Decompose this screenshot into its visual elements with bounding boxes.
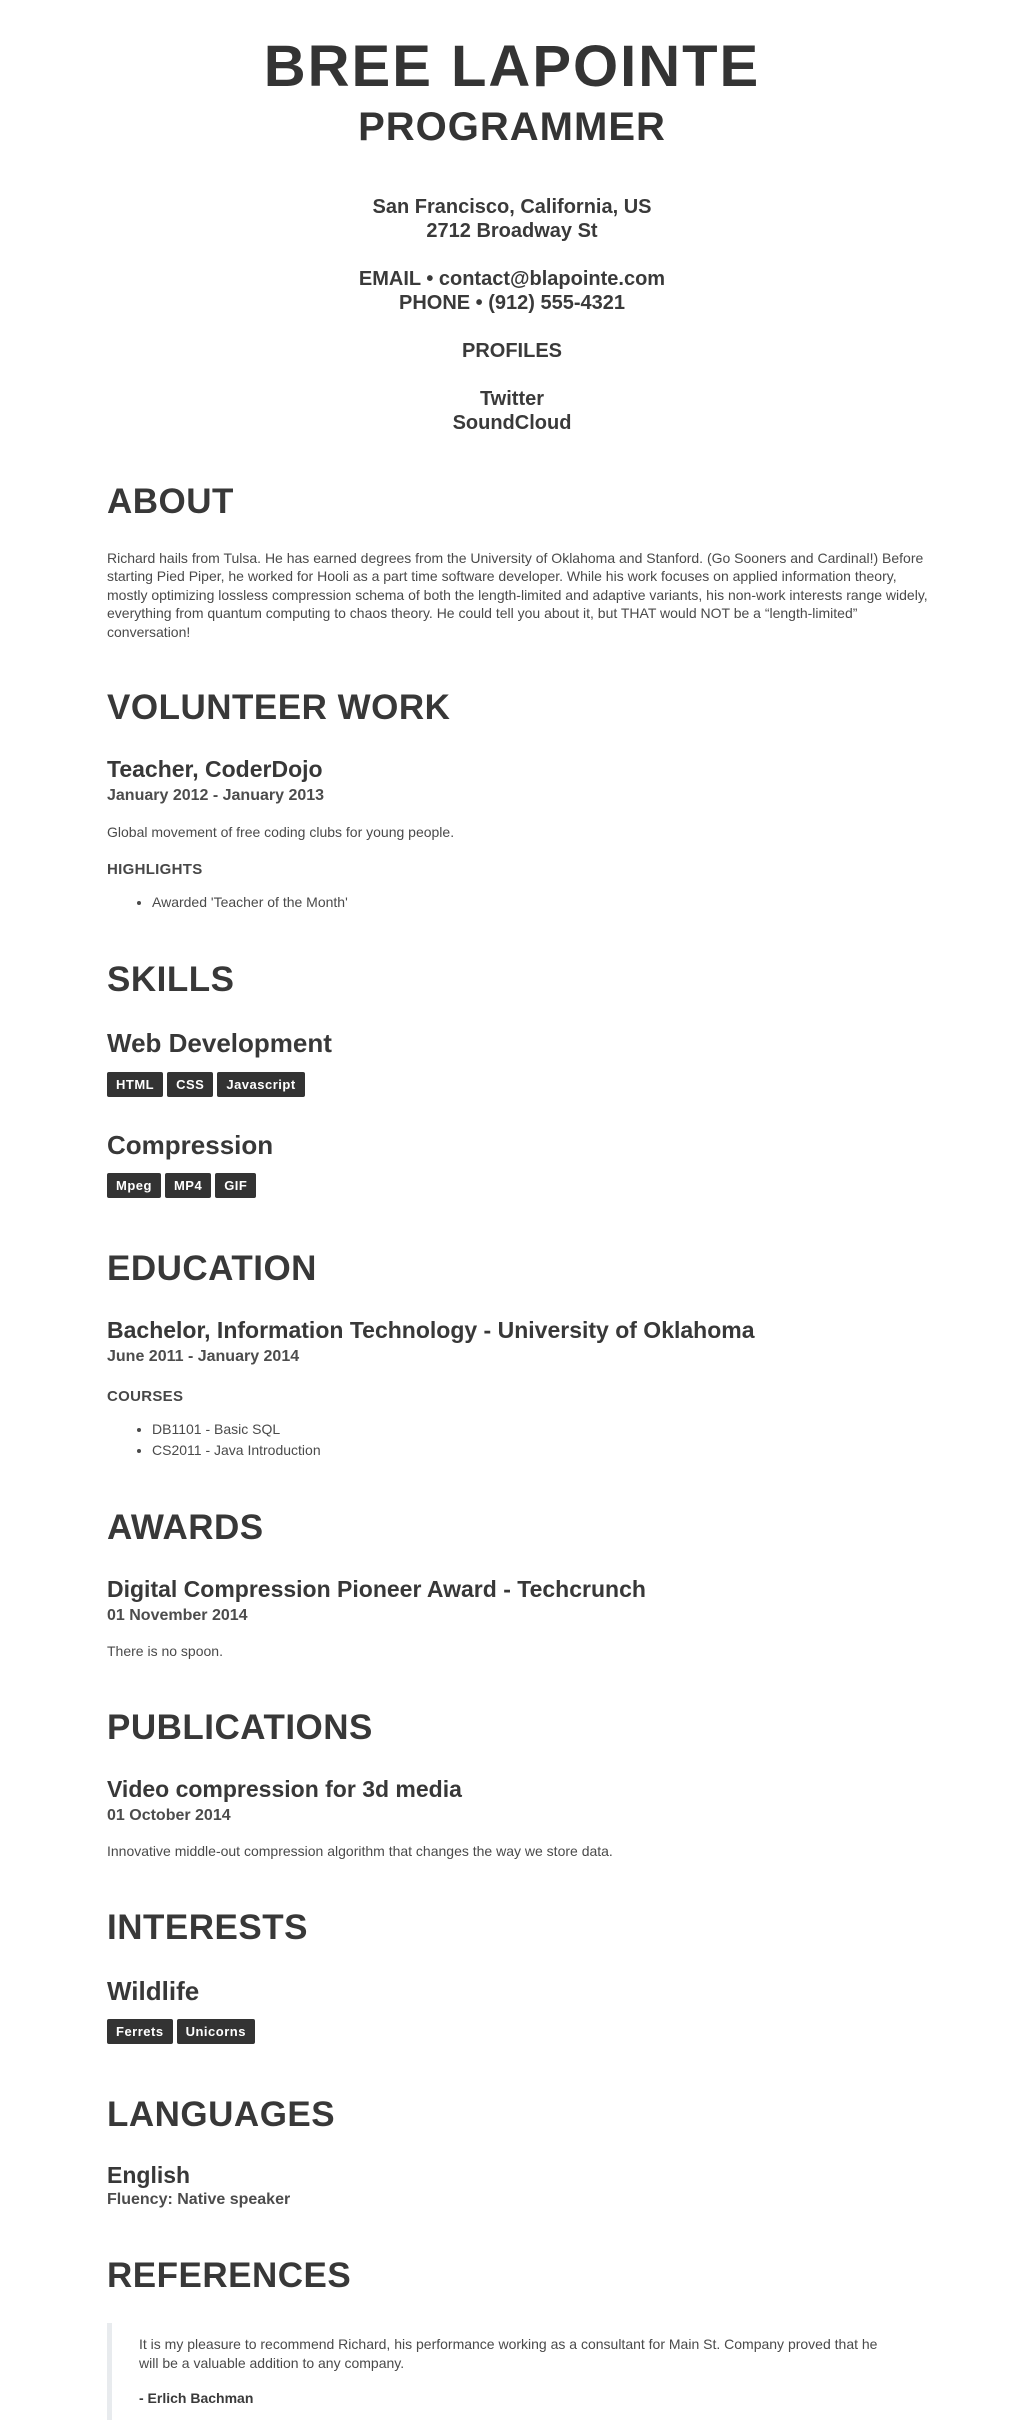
skill-tag-row (107, 1173, 940, 1202)
education-item (107, 1316, 940, 1461)
skill-tag: Mpeg (107, 1173, 161, 1198)
interest-tag: Ferrets (107, 2019, 173, 2044)
award-item-date: 01 November 2014 (107, 1606, 248, 1624)
profiles-label: PROFILES (461, 339, 562, 362)
publication-item-summary: Innovative middle-out compression algorithm that changes the way we store data. (107, 1843, 613, 1860)
language-item (107, 2162, 940, 2209)
skill-group-name: Compression (107, 1129, 274, 1160)
interest-group-name: Wildlife (107, 1975, 200, 2006)
section-interests (107, 1907, 940, 2049)
section-references (107, 2255, 940, 2420)
course-item: • CS2011 - Java Introduction (152, 1440, 940, 1461)
volunteer-item (107, 755, 940, 913)
profiles-group (0, 387, 1024, 435)
interest-tag-row (107, 2019, 940, 2048)
award-item (107, 1575, 940, 1661)
skill-tag: GIF (215, 1173, 256, 1198)
volunteer-item-summary: Global movement of free coding clubs for young people. (107, 823, 455, 840)
volunteer-item-title: Teacher, CoderDojo (107, 756, 323, 783)
courses-list (107, 1419, 940, 1461)
reference-blockquote (107, 2323, 940, 2420)
skill-tag: MP4 (165, 1173, 211, 1198)
skill-tag: HTML (107, 1072, 163, 1097)
section-publications (107, 1707, 940, 1861)
volunteer-heading: VOLUNTEER WORK (107, 688, 451, 728)
resume-body (0, 481, 1024, 2420)
skill-tag: CSS (167, 1072, 213, 1097)
publication-item-date: 01 October 2014 (107, 1806, 231, 1824)
section-languages (107, 2094, 940, 2209)
highlight-item: • Awarded 'Teacher of the Month' (152, 892, 940, 913)
contact-lines-group (0, 267, 1024, 315)
about-text: Richard hails from Tulsa. He has earned degrees from the University of Oklahoma and Stanford. (Go Sooners and Cardinal!) Before starting Pied Piper, he worked for Hooli as a part time software developer. While his work focuses on applied information theory, mostly optimizing lossless compression schema of both the length-limited and adaptive variants, his non-work interests range widely, everything from quantum computing to chaos theory. He could tell you about it, but THAT would NOT be a “length-limited” conversation! (107, 549, 928, 640)
about-heading: ABOUT (107, 481, 234, 521)
course-item: • DB1101 - Basic SQL (152, 1419, 940, 1440)
section-volunteer-work (107, 687, 940, 913)
section-skills (107, 959, 940, 1202)
skill-tag-row (107, 1072, 940, 1101)
address-line-2: 2712 Broadway St (426, 219, 598, 242)
award-item-summary: There is no spoon. (107, 1643, 223, 1660)
education-item-title: Bachelor, Information Technology - University of Oklahoma (107, 1317, 755, 1344)
references-heading: REFERENCES (107, 2256, 352, 2296)
skill-group-web-development (107, 1027, 940, 1101)
email-line: EMAIL • contact@blapointe.com (358, 267, 666, 290)
person-name: BREE LAPOINTE (263, 34, 761, 99)
publications-heading: PUBLICATIONS (107, 1707, 373, 1747)
courses-label: COURSES (107, 1387, 184, 1405)
reference-quote-text: It is my pleasure to recommend Richard, his performance working as a consultant for Main St. Company proved that he will be a valuable addition to any company. (139, 2336, 878, 2371)
skills-heading: SKILLS (107, 960, 235, 1000)
language-name: English (107, 2162, 191, 2189)
highlights-label: HIGHLIGHTS (107, 861, 203, 879)
phone-line: PHONE • (912) 555-4321 (398, 291, 625, 314)
skill-group-compression (107, 1129, 940, 1203)
person-job-title: PROGRAMMER (358, 104, 666, 149)
education-heading: EDUCATION (107, 1249, 317, 1289)
languages-heading: LANGUAGES (107, 2095, 336, 2135)
profile-link-twitter[interactable]: Twitter (479, 387, 545, 410)
volunteer-item-dates: January 2012 - January 2013 (107, 786, 325, 804)
interest-tag: Unicorns (177, 2019, 255, 2044)
award-item-title: Digital Compression Pioneer Award - Techcrunch (107, 1575, 646, 1602)
skill-tag: Javascript (217, 1072, 304, 1097)
language-fluency: Fluency: Native speaker (107, 2191, 291, 2209)
profile-link-soundcloud[interactable]: SoundCloud (452, 411, 572, 434)
reference-author: - Erlich Bachman (139, 2390, 254, 2407)
address-group (0, 195, 1024, 243)
education-item-dates: June 2011 - January 2014 (107, 1347, 300, 1365)
highlights-list (107, 892, 940, 913)
section-about (107, 481, 940, 642)
resume-header (0, 34, 1024, 435)
contact-block (0, 195, 1024, 435)
address-line-1: San Francisco, California, US (372, 195, 652, 218)
interest-group-wildlife (107, 1975, 940, 2049)
skill-group-name: Web Development (107, 1028, 332, 1059)
interests-heading: INTERESTS (107, 1907, 308, 1947)
section-education (107, 1248, 940, 1461)
awards-heading: AWARDS (107, 1507, 264, 1547)
section-awards (107, 1507, 940, 1661)
publication-item (107, 1775, 940, 1861)
publication-item-title: Video compression for 3d media (107, 1775, 462, 1802)
